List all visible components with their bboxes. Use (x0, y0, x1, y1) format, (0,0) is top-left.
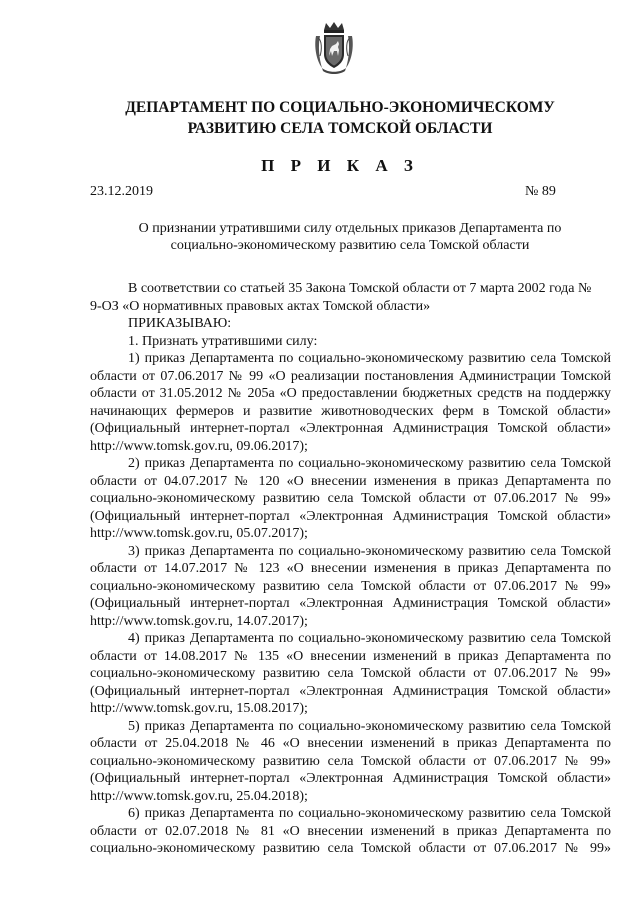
list-item-line: социально-экономическому развитию села Томской области от 07.06.2017 № 99» (90, 491, 611, 506)
list-item-line: http://www.tomsk.gov.ru, 09.06.2017); (90, 438, 308, 454)
document-subject (40, 220, 640, 254)
list-item (90, 350, 611, 455)
list-item-line: 4) приказ Департамента по социально-экономическому развитию села Томской (128, 631, 611, 646)
list-item-line: области от 07.06.2017 № 99 «О реализации постановления Администрации Томской (90, 368, 611, 384)
list-item (90, 630, 611, 718)
list-item-line: области от 31.05.2012 № 205а «О предоставлении бюджетных средств на поддержку (90, 386, 611, 401)
repealed-orders-list (90, 350, 611, 858)
preamble (90, 280, 611, 350)
list-item-line: http://www.tomsk.gov.ru, 14.07.2017); (90, 613, 308, 629)
list-item-line: 1) приказ Департамента по социально-экономическому развитию села Томской (128, 351, 611, 366)
list-item-line: области от 25.04.2018 № 46 «О внесении изменений в приказ Департамента по (90, 736, 611, 751)
tomsk-region-coat-of-arms-icon (312, 20, 356, 76)
list-item-line: области от 14.07.2017 № 123 «О внесении изменения в приказ Департамента по (90, 561, 611, 576)
list-item-line: http://www.tomsk.gov.ru, 05.07.2017); (90, 526, 308, 541)
list-item-line: области от 14.08.2017 № 135 «О внесении изменений в приказ Департамента по (90, 648, 611, 664)
department-name-line2: РАЗВИТИЮ СЕЛА ТОМСКОЙ ОБЛАСТИ (187, 120, 493, 137)
department-name-line1: ДЕПАРТАМЕНТ ПО СОЦИАЛЬНО-ЭКОНОМИЧЕСКОМУ (125, 99, 555, 116)
document-type-title: П Р И К А З (261, 156, 419, 175)
list-item-line: социально-экономическому развитию села Томской области от 07.06.2017 № 99» (90, 578, 611, 594)
list-item-line: 3) приказ Департамента по социально-экономическому развитию села Томской (128, 543, 611, 559)
list-item (90, 805, 611, 858)
list-item-line: (Официальный интернет-портал «Электронная Администрация Томской области» (90, 683, 611, 699)
document-number: № 89 (525, 184, 556, 199)
list-item-line: социально-экономическому развитию села Томской области от 07.06.2017 № 99» (90, 753, 611, 769)
clause-1: 1. Признать утратившими силу: (128, 333, 318, 349)
subject-line: социально-экономическому развитию села Томской области (170, 238, 530, 253)
list-item (90, 543, 611, 631)
list-item-line: 6) приказ Департамента по социально-экономическому развитию села Томской (128, 806, 611, 821)
list-item-line: начинающих фермеров и развитие животноводческих ферм в Томской области» (90, 403, 611, 419)
document-date: 23.12.2019 (90, 184, 153, 199)
preamble-line: 9-ОЗ «О нормативных правовых актах Томской области» (90, 298, 431, 314)
list-item (90, 718, 611, 806)
list-item-line: социально-экономическому развитию села Томской области от 07.06.2017 № 99» (90, 841, 611, 856)
list-item-line: (Официальный интернет-портал «Электронная Администрация Томской области» (90, 421, 611, 436)
list-item-line: http://www.tomsk.gov.ru, 15.08.2017); (90, 701, 308, 716)
order-keyword: ПРИКАЗЫВАЮ: (128, 316, 232, 331)
list-item-line: (Официальный интернет-портал «Электронная Администрация Томской области» (90, 508, 611, 524)
preamble-line: В соответствии со статьей 35 Закона Томской области от 7 марта 2002 года № (128, 281, 592, 296)
list-item-line: (Официальный интернет-портал «Электронная Администрация Томской области» (90, 596, 611, 611)
subject-line: О признании утратившими силу отдельных приказов Департамента по (138, 221, 562, 236)
list-item (90, 455, 611, 543)
list-item-line: http://www.tomsk.gov.ru, 25.04.2018); (90, 788, 308, 804)
list-item-line: 2) приказ Департамента по социально-экономическому развитию села Томской (128, 456, 611, 471)
list-item-line: области от 04.07.2017 № 120 «О внесении изменения в приказ Департамента по (90, 473, 611, 489)
list-item-line: социально-экономическому развитию села Томской области от 07.06.2017 № 99» (90, 666, 611, 681)
list-item-line: области от 02.07.2018 № 81 «О внесении изменений в приказ Департамента по (90, 823, 611, 839)
list-item-line: 5) приказ Департамента по социально-экономическому развитию села Томской (128, 718, 611, 734)
list-item-line: (Официальный интернет-портал «Электронная Администрация Томской области» (90, 771, 611, 786)
